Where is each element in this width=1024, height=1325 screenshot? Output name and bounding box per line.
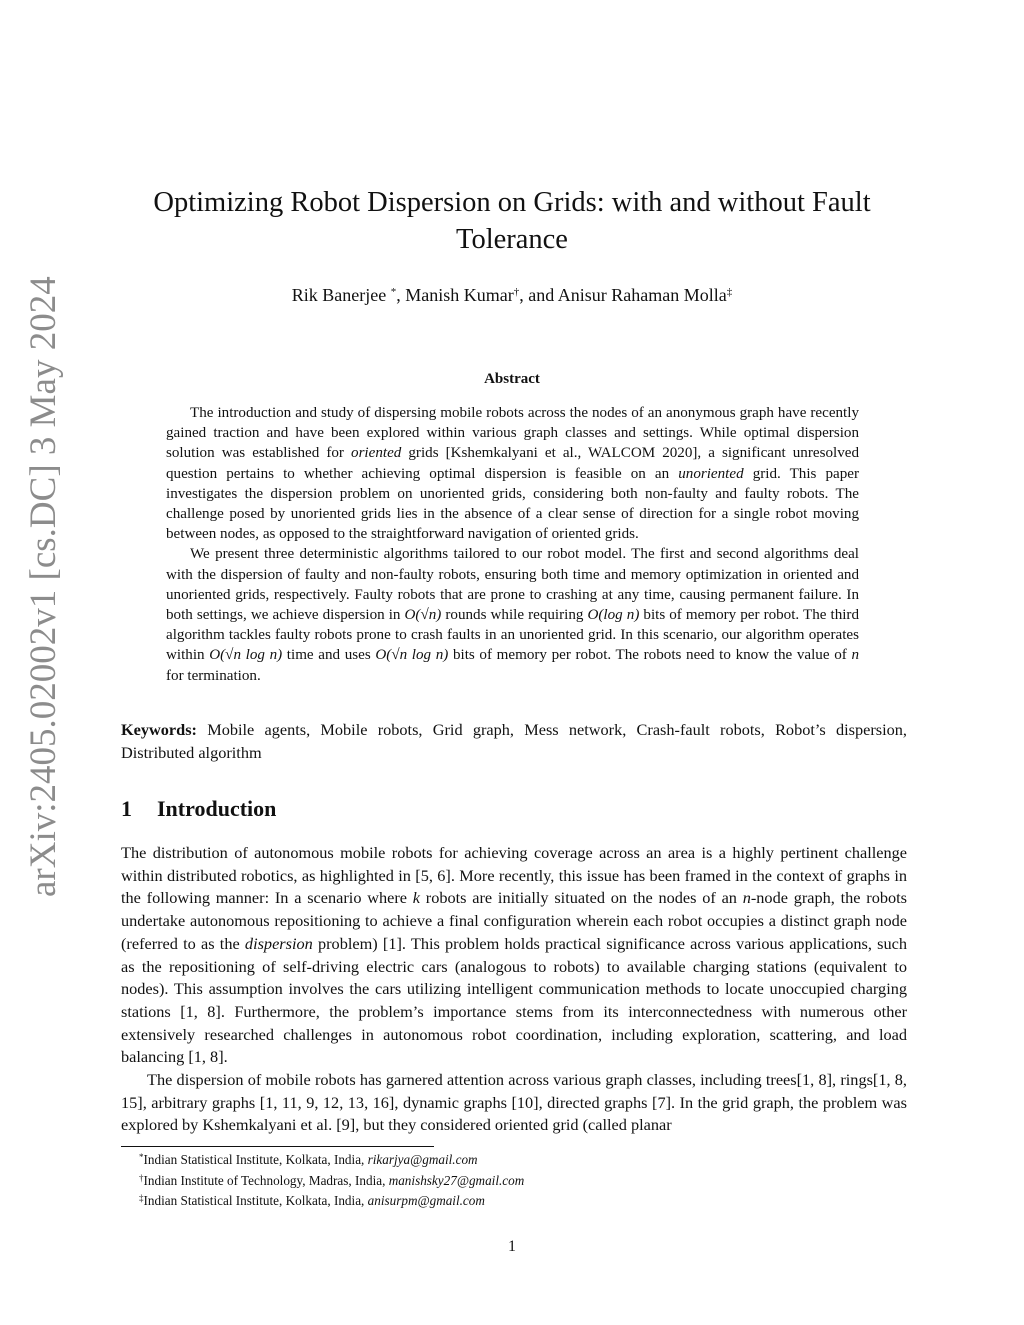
author-affiliation-mark: * xyxy=(390,286,397,298)
math-expression: O(log n) xyxy=(587,607,640,624)
abstract-text: grids [Kshemkalyani et al., WALCOM 2020], a significant unresolved question pertains to whether achieving optimal dispersion is feasible on an xyxy=(166,445,859,482)
section-title: Introduction xyxy=(157,796,277,821)
author-list xyxy=(120,284,904,306)
abstract-text: grid. This paper investigates the dispersion problem on unoriented grids, considering both non-faulty and faulty robots. The challenge posed by unoriented grids lies in the absence of a clear sense of direction for a single robot moving between nodes, as opposed to the straightforward navigation of oriented grids. xyxy=(166,465,859,543)
abstract-text: for termination. xyxy=(166,667,261,684)
footnote-affiliation: Indian Statistical Institute, Kolkata, India, xyxy=(143,1193,368,1208)
emphasis-text: oriented xyxy=(351,445,402,462)
footnotes xyxy=(139,1150,524,1212)
abstract-text: The introduction and study of dispersing mobile robots across the nodes of an anonymous graph have recently gained traction and have been explored within various graph classes and settings. While optimal dispersion solution was established for xyxy=(166,405,859,462)
abstract-text: bits of memory per robot. The third algorithm tackles faulty robots prone to crash faults in an unoriented grid. In this scenario, our algorithm operates within xyxy=(166,607,860,664)
footnote-email: manishsky27@gmail.com xyxy=(388,1172,525,1188)
author-separator: , xyxy=(396,285,406,305)
paper-title: Optimizing Robot Dispersion on Grids: with and without Fault Tolerance xyxy=(153,187,871,255)
abstract-body xyxy=(166,403,859,686)
footnote-mark: † xyxy=(139,1172,144,1183)
math-expression: O(√n) xyxy=(404,607,442,624)
author-name: Manish Kumar xyxy=(405,285,514,305)
arxiv-identifier: arXiv:2405.02002v1 [cs.DC] 3 May 2024 xyxy=(23,276,64,897)
author-name: Rik Banerjee xyxy=(291,285,387,305)
author-affiliation-mark: ‡ xyxy=(726,286,733,298)
footnote xyxy=(139,1150,524,1171)
abstract-text: time and uses xyxy=(282,647,376,664)
footnote-mark: ‡ xyxy=(139,1193,144,1203)
abstract-text: bits of memory per robot. The robots need to know the value of xyxy=(448,647,852,664)
abstract-text: We present three deterministic algorithms tailored to our robot model. The first and second algorithms deal with the dispersion of faulty and non-faulty robots, ensuring both time and memory optimization in oriented and unoriented grids, respectively. Faulty robots that are prone to crashing at any time, causing permanent failure. In both settings, we achieve dispersion in xyxy=(166,546,859,624)
keywords xyxy=(121,719,907,764)
footnote xyxy=(139,1191,524,1212)
section-heading xyxy=(121,795,276,823)
math-variable: n xyxy=(742,888,751,908)
abstract-heading: Abstract xyxy=(484,371,540,387)
body-text: -node graph, the robots undertake autonomous repositioning to achieve a final configuration wherein each robot occupies a distinct graph node (referred to as the xyxy=(121,888,908,953)
abstract-paragraph xyxy=(166,544,859,685)
math-variable: n xyxy=(851,647,859,664)
footnote-affiliation: Indian Statistical Institute, Kolkata, India, xyxy=(143,1152,368,1167)
math-expression: O(√n log n) xyxy=(209,647,283,664)
keywords-list: Mobile agents, Mobile robots, Grid graph, Mess network, Crash-fault robots, Robot’s dispersion, Distributed algorithm xyxy=(121,720,907,762)
abstract-paragraph xyxy=(166,403,859,544)
body-paragraph: The dispersion of mobile robots has garnered attention across various graph classes, including trees[1, 8], rings[1, 8, 15], arbitrary graphs [1, 11, 9, 12, 13, 16], dynamic graphs [10], directed graphs [7]. In the grid graph, the problem was explored by Kshemkalyani et al. [9], but they considered oriented grid (called planar xyxy=(121,1070,907,1135)
author-name: Anisur Rahaman Molla xyxy=(557,285,727,305)
section-number: 1 xyxy=(121,796,132,821)
math-expression: O(√n log n) xyxy=(375,647,449,664)
author-separator: , xyxy=(519,285,529,305)
emphasis-text: dispersion xyxy=(244,933,313,953)
footnote-mark: * xyxy=(139,1152,144,1162)
keywords-label: Keywords: xyxy=(121,720,197,739)
abstract-text: rounds while requiring xyxy=(441,607,588,624)
footnote-rule xyxy=(121,1146,434,1147)
footnote-email: anisurpm@gmail.com xyxy=(367,1193,485,1208)
body-text: problem) [1]. This problem holds practical significance across various applications, such as the repositioning of self-driving electric cars (analogous to robots) to available charging stations (equivalent to nodes). This assumption involves the cars utilizing intelligent communication methods to locate unoccupied charging stations [1, 8]. Furthermore, the problem’s importance stems from its interconnectedness with numerous other extensively researched challenges in autonomous robot coordination, including exploration, scattering, and load balancing [1, 8]. xyxy=(121,933,908,1067)
emphasis-text: unoriented xyxy=(678,465,744,482)
math-variable: k xyxy=(412,888,421,908)
footnote xyxy=(139,1171,524,1192)
body-paragraph xyxy=(121,842,907,1069)
author-conjunction: and xyxy=(528,285,555,305)
author-affiliation-mark: † xyxy=(513,286,520,298)
page-number: 1 xyxy=(508,1238,516,1255)
footnote-email: rikarjya@gmail.com xyxy=(367,1152,478,1167)
body-text: The distribution of autonomous mobile robots for achieving coverage across an area is a highly pertinent challenge within distributed robotics, as highlighted in [5, 6]. More recently, this issue has been framed in the context of graphs in the following manner: In a scenario where xyxy=(121,843,907,908)
body-text: robots are initially situated on the nodes of an xyxy=(420,888,743,908)
introduction-body xyxy=(121,842,907,1137)
footnote-affiliation: Indian Institute of Technology, Madras, India, xyxy=(143,1172,389,1188)
